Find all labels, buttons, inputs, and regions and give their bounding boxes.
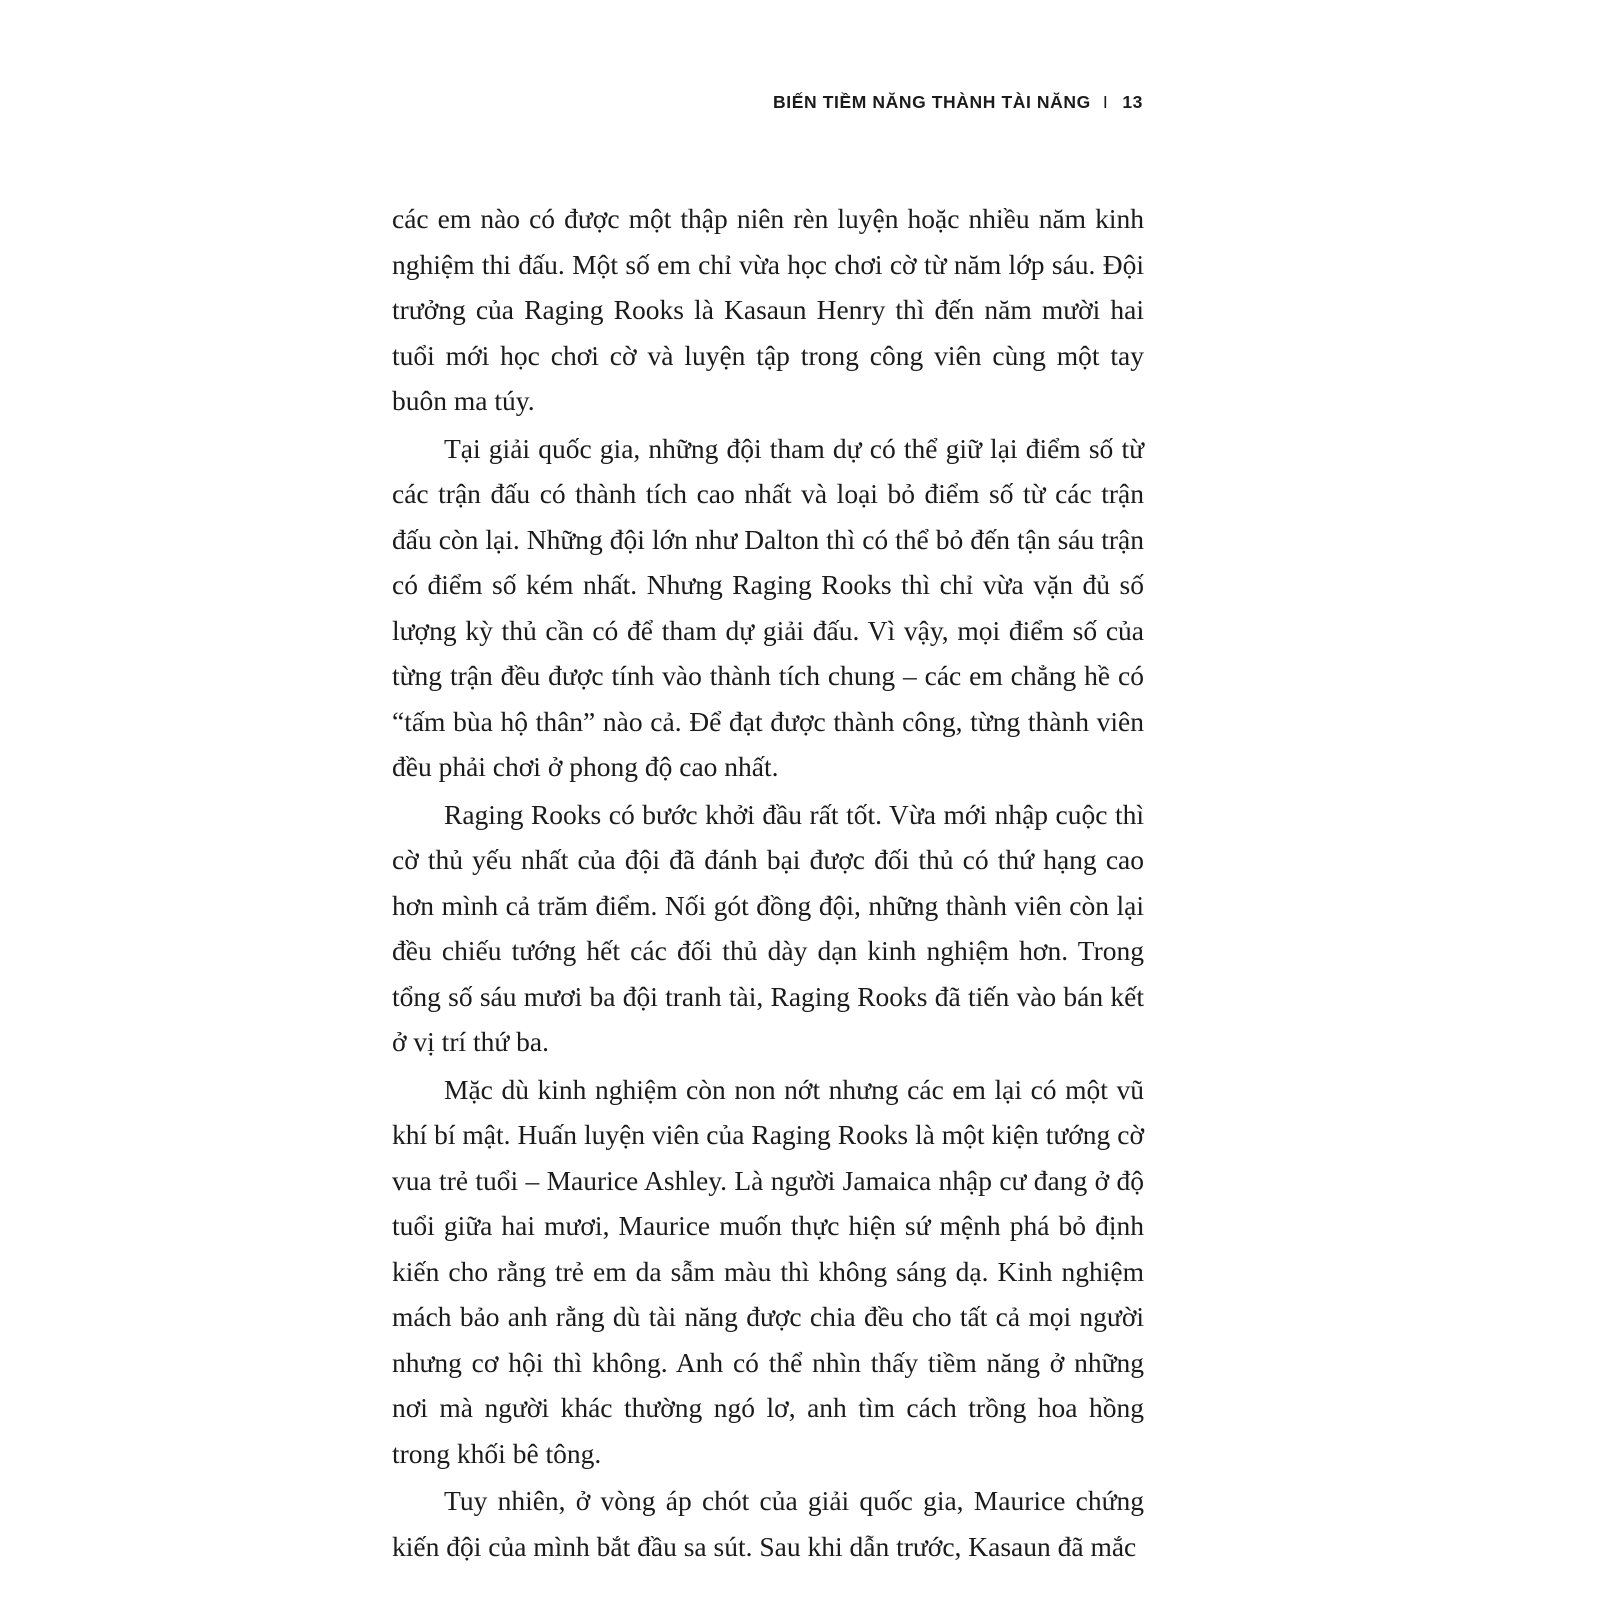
paragraph: các em nào có được một thập niên rèn luyện hoặc nhiều năm kinh nghiệm thi đấu. Một số em chỉ vừa học chơi cờ từ năm lớp sáu. Đội trưởng của Raging Rooks là Kasaun Henry thì đến năm mười hai tuổi mới học chơi cờ và luyện tập trong công viên cùng một tay buôn ma túy. — [392, 203, 1144, 416]
page-number: 13 — [1122, 92, 1143, 112]
running-head-title: BIẾN TIỀM NĂNG THÀNH TÀI NĂNG — [773, 92, 1091, 112]
paragraph: Raging Rooks có bước khởi đầu rất tốt. Vừa mới nhập cuộc thì cờ thủ yếu nhất của đội đã đánh bại được đối thủ có thứ hạng cao hơn mình cả trăm điểm. Nối gót đồng đội, những thành viên còn lại đều chiếu tướng hết các đối thủ dày dạn kinh nghiệm hơn. Trong tổng số sáu mươi ba đội tranh tài, Raging Rooks đã tiến vào bán kết ở vị trí thứ ba. — [392, 798, 1144, 1057]
paragraph: Tại giải quốc gia, những đội tham dự có thể giữ lại điểm số từ các trận đấu có thành tích cao nhất và loại bỏ điểm số từ các trận đấu còn lại. Những đội lớn như Dalton thì có thể bỏ đến tận sáu trận có điểm số kém nhất. Nhưng Raging Rooks thì chỉ vừa vặn đủ số lượng kỳ thủ cần có để tham dự giải đấu. Vì vậy, mọi điểm số của từng trận đều được tính vào thành tích chung – các em chẳng hề có “tấm bùa hộ thân” nào cả. Để đạt được thành công, từng thành viên đều phải chơi ở phong độ cao nhất. — [392, 432, 1144, 782]
body-text — [392, 196, 1144, 1571]
running-head — [0, 92, 1600, 113]
paragraph: Mặc dù kinh nghiệm còn non nớt nhưng các em lại có một vũ khí bí mật. Huấn luyện viên của Raging Rooks là một kiện tướng cờ vua trẻ tuổi – Maurice Ashley. Là người Jamaica nhập cư đang ở độ tuổi giữa hai mươi, Maurice muốn thực hiện sứ mệnh phá bỏ định kiến cho rằng trẻ em da sẫm màu thì không sáng dạ. Kinh nghiệm mách bảo anh rằng dù tài năng được chia đều cho tất cả mọi người nhưng cơ hội thì không. Anh có thể nhìn thấy tiềm năng ở những nơi mà người khác thường ngó lơ, anh tìm cách trồng hoa hồng trong khối bê tông. — [392, 1073, 1144, 1469]
running-head-separator: I — [1102, 92, 1109, 112]
paragraph: Tuy nhiên, ở vòng áp chót của giải quốc gia, Maurice chứng kiến đội của mình bắt đầu sa sút. Sau khi dẫn trước, Kasaun đã mắc — [392, 1485, 1144, 1562]
